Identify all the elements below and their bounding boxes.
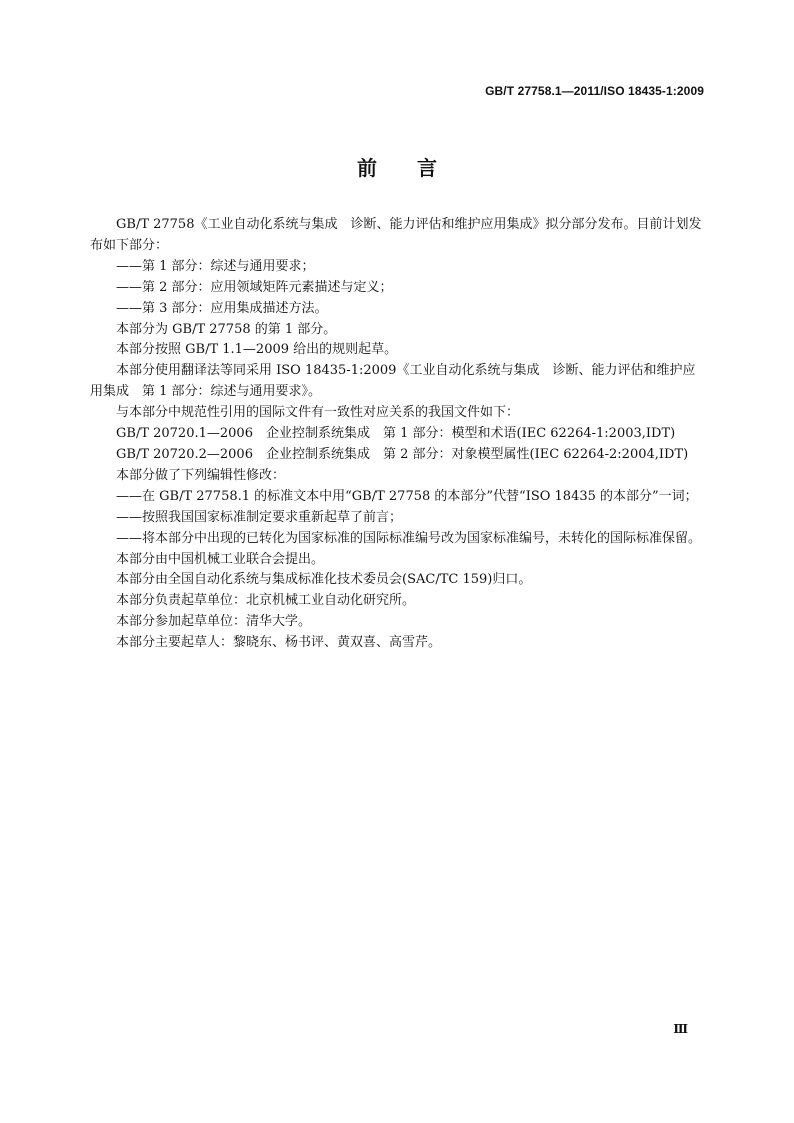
paragraph: 本部分为 GB/T 27758 的第 1 部分。 (116, 321, 337, 337)
paragraph: 本部分由全国自动化系统与集成标准化技术委员会(SAC/TC 159)归口。 (116, 572, 532, 588)
paragraph: 本部分由中国机械工业联合会提出。 (116, 551, 325, 567)
list-item: ——将本部分中出现的已转化为国家标准的国际标准编号改为国家标准编号，未转化的国际标准保留。 (116, 530, 702, 546)
paragraph: 本部分负责起草单位：北京机械工业自动化研究所。 (116, 593, 416, 609)
paragraph: GB/T 20720.1—2006 企业控制系统集成 第 1 部分：模型和术语(IEC 62264-1:2003,IDT) (116, 426, 676, 442)
foreword-body (90, 215, 704, 654)
page-title: 前言 (357, 156, 477, 180)
list-item: ——第 3 部分：应用集成描述方法。 (116, 300, 328, 316)
paragraph: 与本部分中规范性引用的国际文件有一致性对应关系的我国文件如下： (116, 405, 520, 421)
page-number: Ⅲ (673, 1022, 688, 1036)
list-item: ——第 2 部分：应用领域矩阵元素描述与定义； (116, 279, 393, 295)
paragraph: 本部分使用翻译法等同采用 ISO 18435-1:2009《工业自动化系统与集成 诊断、能力评估和维护应用集成 第 1 部分：综述与通用要求》。 (90, 363, 696, 400)
paragraph: 本部分主要起草人：黎晓东、杨书评、黄双喜、高雪芹。 (116, 635, 442, 651)
paragraph: 本部分按照 GB/T 1.1—2009 给出的规则起草。 (116, 342, 398, 358)
paragraph: 本部分做了下列编辑性修改： (116, 467, 286, 483)
standard-code-header: GB/T 27758.1—2011/ISO 18435-1:2009 (485, 84, 704, 98)
paragraph: GB/T 20720.2—2006 企业控制系统集成 第 2 部分：对象模型属性(IEC 62264-2:2004,IDT) (116, 446, 689, 462)
paragraph: GB/T 27758《工业自动化系统与集成 诊断、能力评估和维护应用集成》拟分部分发布。目前计划发布如下部分： (90, 217, 702, 253)
list-item: ——在 GB/T 27758.1 的标准文本中用“GB/T 27758 的本部分”代替“ISO 18435 的本部分”一词； (116, 488, 698, 504)
paragraph: 本部分参加起草单位：清华大学。 (116, 614, 312, 630)
list-item: ——第 1 部分：综述与通用要求； (116, 258, 315, 274)
list-item: ——按照我国国家标准制定要求重新起草了前言； (116, 509, 403, 525)
